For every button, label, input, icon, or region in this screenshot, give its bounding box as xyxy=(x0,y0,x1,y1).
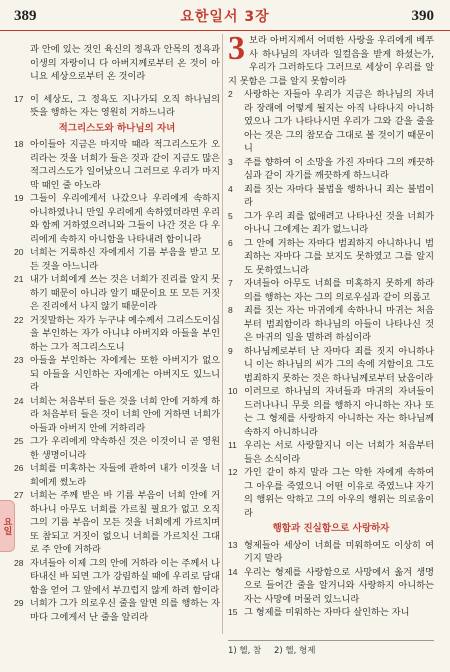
verse-23 xyxy=(14,354,220,395)
verse-17 xyxy=(14,93,220,120)
footnotes xyxy=(228,640,434,656)
verse-3 xyxy=(228,156,434,183)
verse-number: 5 xyxy=(228,210,233,221)
verse-text: 아들을 부인하는 자에게는 또한 아버지가 없으되 아들을 시인하는 자에게는 아버지도 있느니라 xyxy=(30,355,220,394)
verse-9 xyxy=(228,345,434,386)
verse-24 xyxy=(14,395,220,436)
verse-number: 10 xyxy=(228,386,238,396)
verse-number: 9 xyxy=(228,345,233,356)
verse-18 xyxy=(14,138,220,192)
verse-number: 20 xyxy=(14,247,24,258)
verse-number: 3 xyxy=(228,156,233,167)
verse-text: 너희는 거룩하신 자에게서 기름 부음을 받고 모든 것을 아느니라 xyxy=(30,247,220,272)
verse-text: 가인 같이 하지 말라 그는 악한 자에게 속하여 그 아우를 죽였으니 어떤 이유로 죽였느냐 자기의 행위는 악하고 그의 아우의 행위는 의로움이라 xyxy=(244,467,434,519)
page-header xyxy=(0,0,450,31)
footnote-2: 2) 헬, 형제 xyxy=(273,646,316,656)
verse-number: 2 xyxy=(228,89,233,99)
verse-29 xyxy=(14,597,220,624)
verse-5 xyxy=(228,210,434,237)
running-title: 요한일서 3장 xyxy=(180,9,270,25)
verse-20 xyxy=(14,246,220,273)
verse-text: 우리는 형제를 사랑함으로 사망에서 옮겨 생명으로 들어간 줄을 알거니와 사랑하지 아니하는 자는 사망에 머물러 있느니라 xyxy=(244,566,434,605)
verse-text: 이러므로 하나님의 자녀들과 마귀의 자녀들이 드러나나니 무릇 의를 행하지 아니하는 자나 또는 그 형제를 사랑하지 아니하는 자는 하나님께 속하지 아니하니라 xyxy=(244,386,434,438)
section-heading: 적그리스도와 하나님의 자녀 xyxy=(58,122,176,134)
verse-10 xyxy=(228,385,434,439)
verse-19 xyxy=(14,192,220,246)
verse-number: 13 xyxy=(228,539,238,550)
left-column xyxy=(14,34,220,624)
verse-number: 27 xyxy=(14,490,24,501)
verse-text: 보라 아버지께서 어떠한 사랑을 우리에게 베푸사 하나님의 자녀라 일컬음을 받게 하셨는가, 우리가 그러하도다 그러므로 세상이 우리를 알지 못함은 그를 알지 못함이라 xyxy=(228,35,434,87)
verse-number: 25 xyxy=(14,436,24,447)
verse-26 xyxy=(14,462,220,489)
verse-text: 주를 향하여 이 소망을 가진 자마다 그의 깨끗하심과 같이 자기를 깨끗하게 하느니라 xyxy=(244,156,434,181)
verse-text: 아이들아 지금은 마지막 때라 적그리스도가 오리라는 것을 너희가 들은 것과 같이 지금도 많은 적그리스도가 일어났으니 그러므로 우리가 마지막 때인 줄 아노라 xyxy=(30,139,220,191)
verse-text: 사랑하는 자들아 우리가 지금은 하나님의 자녀라 장래에 어떻게 될지는 아직 나타나지 아니하였으나 그가 나타나시면 우리가 그와 같을 줄을 아는 것은 그의 참모습 그대로 볼 것이기 때문이니 xyxy=(244,89,434,154)
verse-text: 거짓말하는 자가 누구냐 예수께서 그리스도이심을 부인하는 자가 아니냐 아버지와 아들을 부인하는 그가 적그리스도니 xyxy=(30,314,220,353)
page-number-right: 390 xyxy=(411,8,434,24)
verse-text: 그가 우리에게 약속하신 것은 이것이니 곧 영원한 생명이니라 xyxy=(30,436,220,461)
verse-text: 너희는 주께 받은 바 기름 부음이 너희 안에 거하나니 아무도 너희를 가르칠 필요가 없고 오직 그의 기름 부음이 모든 것을 너희에게 가르치며 또 참되고 거짓이 없으니 너희를 가르치신 그대로 주 안에 거하라 xyxy=(30,490,220,556)
verse-number: 8 xyxy=(228,305,233,315)
verse-text: 죄를 짓는 자마다 불법을 행하나니 죄는 불법이라 xyxy=(244,183,434,208)
verse-number: 12 xyxy=(228,467,238,477)
verse-22 xyxy=(14,314,220,355)
section-heading: 행함과 진실함으로 사랑하자 xyxy=(272,523,390,534)
page-number-left: 389 xyxy=(14,8,37,24)
verse-2 xyxy=(228,88,434,156)
verse-text: 자녀들아 이제 그의 안에 거하라 이는 주께서 나타내신 바 되면 그가 강림하실 때에 우리로 담대함을 얻어 그 앞에서 부끄럽지 않게 하려 함이라 xyxy=(30,557,220,596)
verse-number: 21 xyxy=(14,274,24,285)
verse-28 xyxy=(14,557,220,598)
book-index-label: 요일 xyxy=(1,517,12,535)
chapter-number: 3 xyxy=(228,30,245,67)
verse-6 xyxy=(228,237,434,278)
verse-text: 내가 너희에게 쓰는 것은 너희가 진리를 알지 못하기 때문이 아니라 알기 때문이요 또 모든 거짓은 진리에서 나지 않기 때문이라 xyxy=(30,274,220,313)
verse-text: 자녀들아 아무도 너희를 미혹하지 못하게 하라 의를 행하는 자는 그의 의로우심과 같이 의롭고 xyxy=(244,278,434,303)
verse-text: 너희가 그가 의로우신 줄을 알면 의를 행하는 자마다 그에게서 난 줄을 알리라 xyxy=(30,598,220,623)
verse-text: 우리는 서로 사랑할지니 이는 너희가 처음부터 들은 소식이라 xyxy=(244,440,434,465)
verse-number: 17 xyxy=(14,93,24,104)
verse-number: 4 xyxy=(228,183,233,194)
verse-text: 하나님께로부터 난 자마다 죄를 짓지 아니하나니 이는 하나님의 씨가 그의 속에 거함이요 그도 범죄하지 못하는 것은 하나님께로부터 났음이라 xyxy=(244,345,434,384)
verse-14 xyxy=(228,566,434,607)
verse-text: 형제들아 세상이 너희를 미워하여도 이상히 여기지 말라 xyxy=(244,539,434,564)
verse-number: 24 xyxy=(14,395,24,406)
right-column xyxy=(228,30,434,620)
verse-number: 15 xyxy=(228,607,238,617)
verse-text: 그 안에 거하는 자마다 범죄하지 아니하나니 범죄하는 자마다 그를 보지도 못하였고 그를 알지도 못하였느니라 xyxy=(244,237,434,276)
verse-text: 너희를 미혹하는 자들에 관하여 내가 이것을 너희에게 썼노라 xyxy=(30,463,220,488)
verse-number: 23 xyxy=(14,355,24,366)
verse-text: 너희는 처음부터 들은 것을 너희 안에 거하게 하라 처음부터 들은 것이 너희 안에 거하면 너희가 아들과 아버지 안에 거하리라 xyxy=(30,395,220,434)
verse-text: 그 형제를 미워하는 자마다 살인하는 자니 xyxy=(244,607,410,618)
verse-text: 그가 우리 죄를 없애려고 나타나신 것을 너희가 아나니 그에게는 죄가 없느니라 xyxy=(244,210,434,235)
verse-number: 29 xyxy=(14,598,24,609)
verse-number: 18 xyxy=(14,139,24,150)
verse-continuation: 과 안에 있는 것인 육신의 정욕과 안목의 정욕과 이생의 자랑이니 다 아버지께로부터 온 것이 아니요 세상으로부터 온 것이라 xyxy=(30,44,220,83)
verse-7 xyxy=(228,277,434,304)
verse-21 xyxy=(14,273,220,314)
verse-1 xyxy=(228,30,434,88)
column-divider xyxy=(222,34,223,634)
verse-25 xyxy=(14,435,220,462)
book-index-tab[interactable] xyxy=(0,500,15,552)
verse-number: 22 xyxy=(14,314,24,325)
verse-13 xyxy=(228,539,434,566)
verse-number: 7 xyxy=(228,278,233,288)
verse-8 xyxy=(228,304,434,345)
verse-number: 28 xyxy=(14,557,24,568)
verse-text: 이 세상도, 그 정욕도 지나가되 오직 하나님의 뜻을 행하는 자는 영원히 거하느니라 xyxy=(30,93,220,119)
verse-11 xyxy=(228,439,434,466)
verse-15 xyxy=(228,606,434,620)
verse-number: 6 xyxy=(228,237,233,248)
verse-4 xyxy=(228,183,434,210)
verse-text: 죄를 짓는 자는 마귀에게 속하나니 마귀는 처음부터 범죄함이라 하나님의 아들이 나타나신 것은 마귀의 일을 멸하려 하심이라 xyxy=(244,305,434,343)
verse-12 xyxy=(228,466,434,520)
verse-text: 그들이 우리에게서 나갔으나 우리에게 속하지 아니하였나니 만일 우리에게 속하였더라면 우리와 함께 거하였으려니와 그들이 나간 것은 다 우리에게 속하지 아니함을 나타내려 함이니라 xyxy=(30,193,220,245)
footnote-1: 1) 헬, 참 xyxy=(228,646,262,656)
verse-number: 26 xyxy=(14,463,24,474)
verse-number: 11 xyxy=(228,440,237,450)
verse-number: 14 xyxy=(228,566,238,577)
verse-27 xyxy=(14,489,220,557)
verse-number: 19 xyxy=(14,193,24,204)
